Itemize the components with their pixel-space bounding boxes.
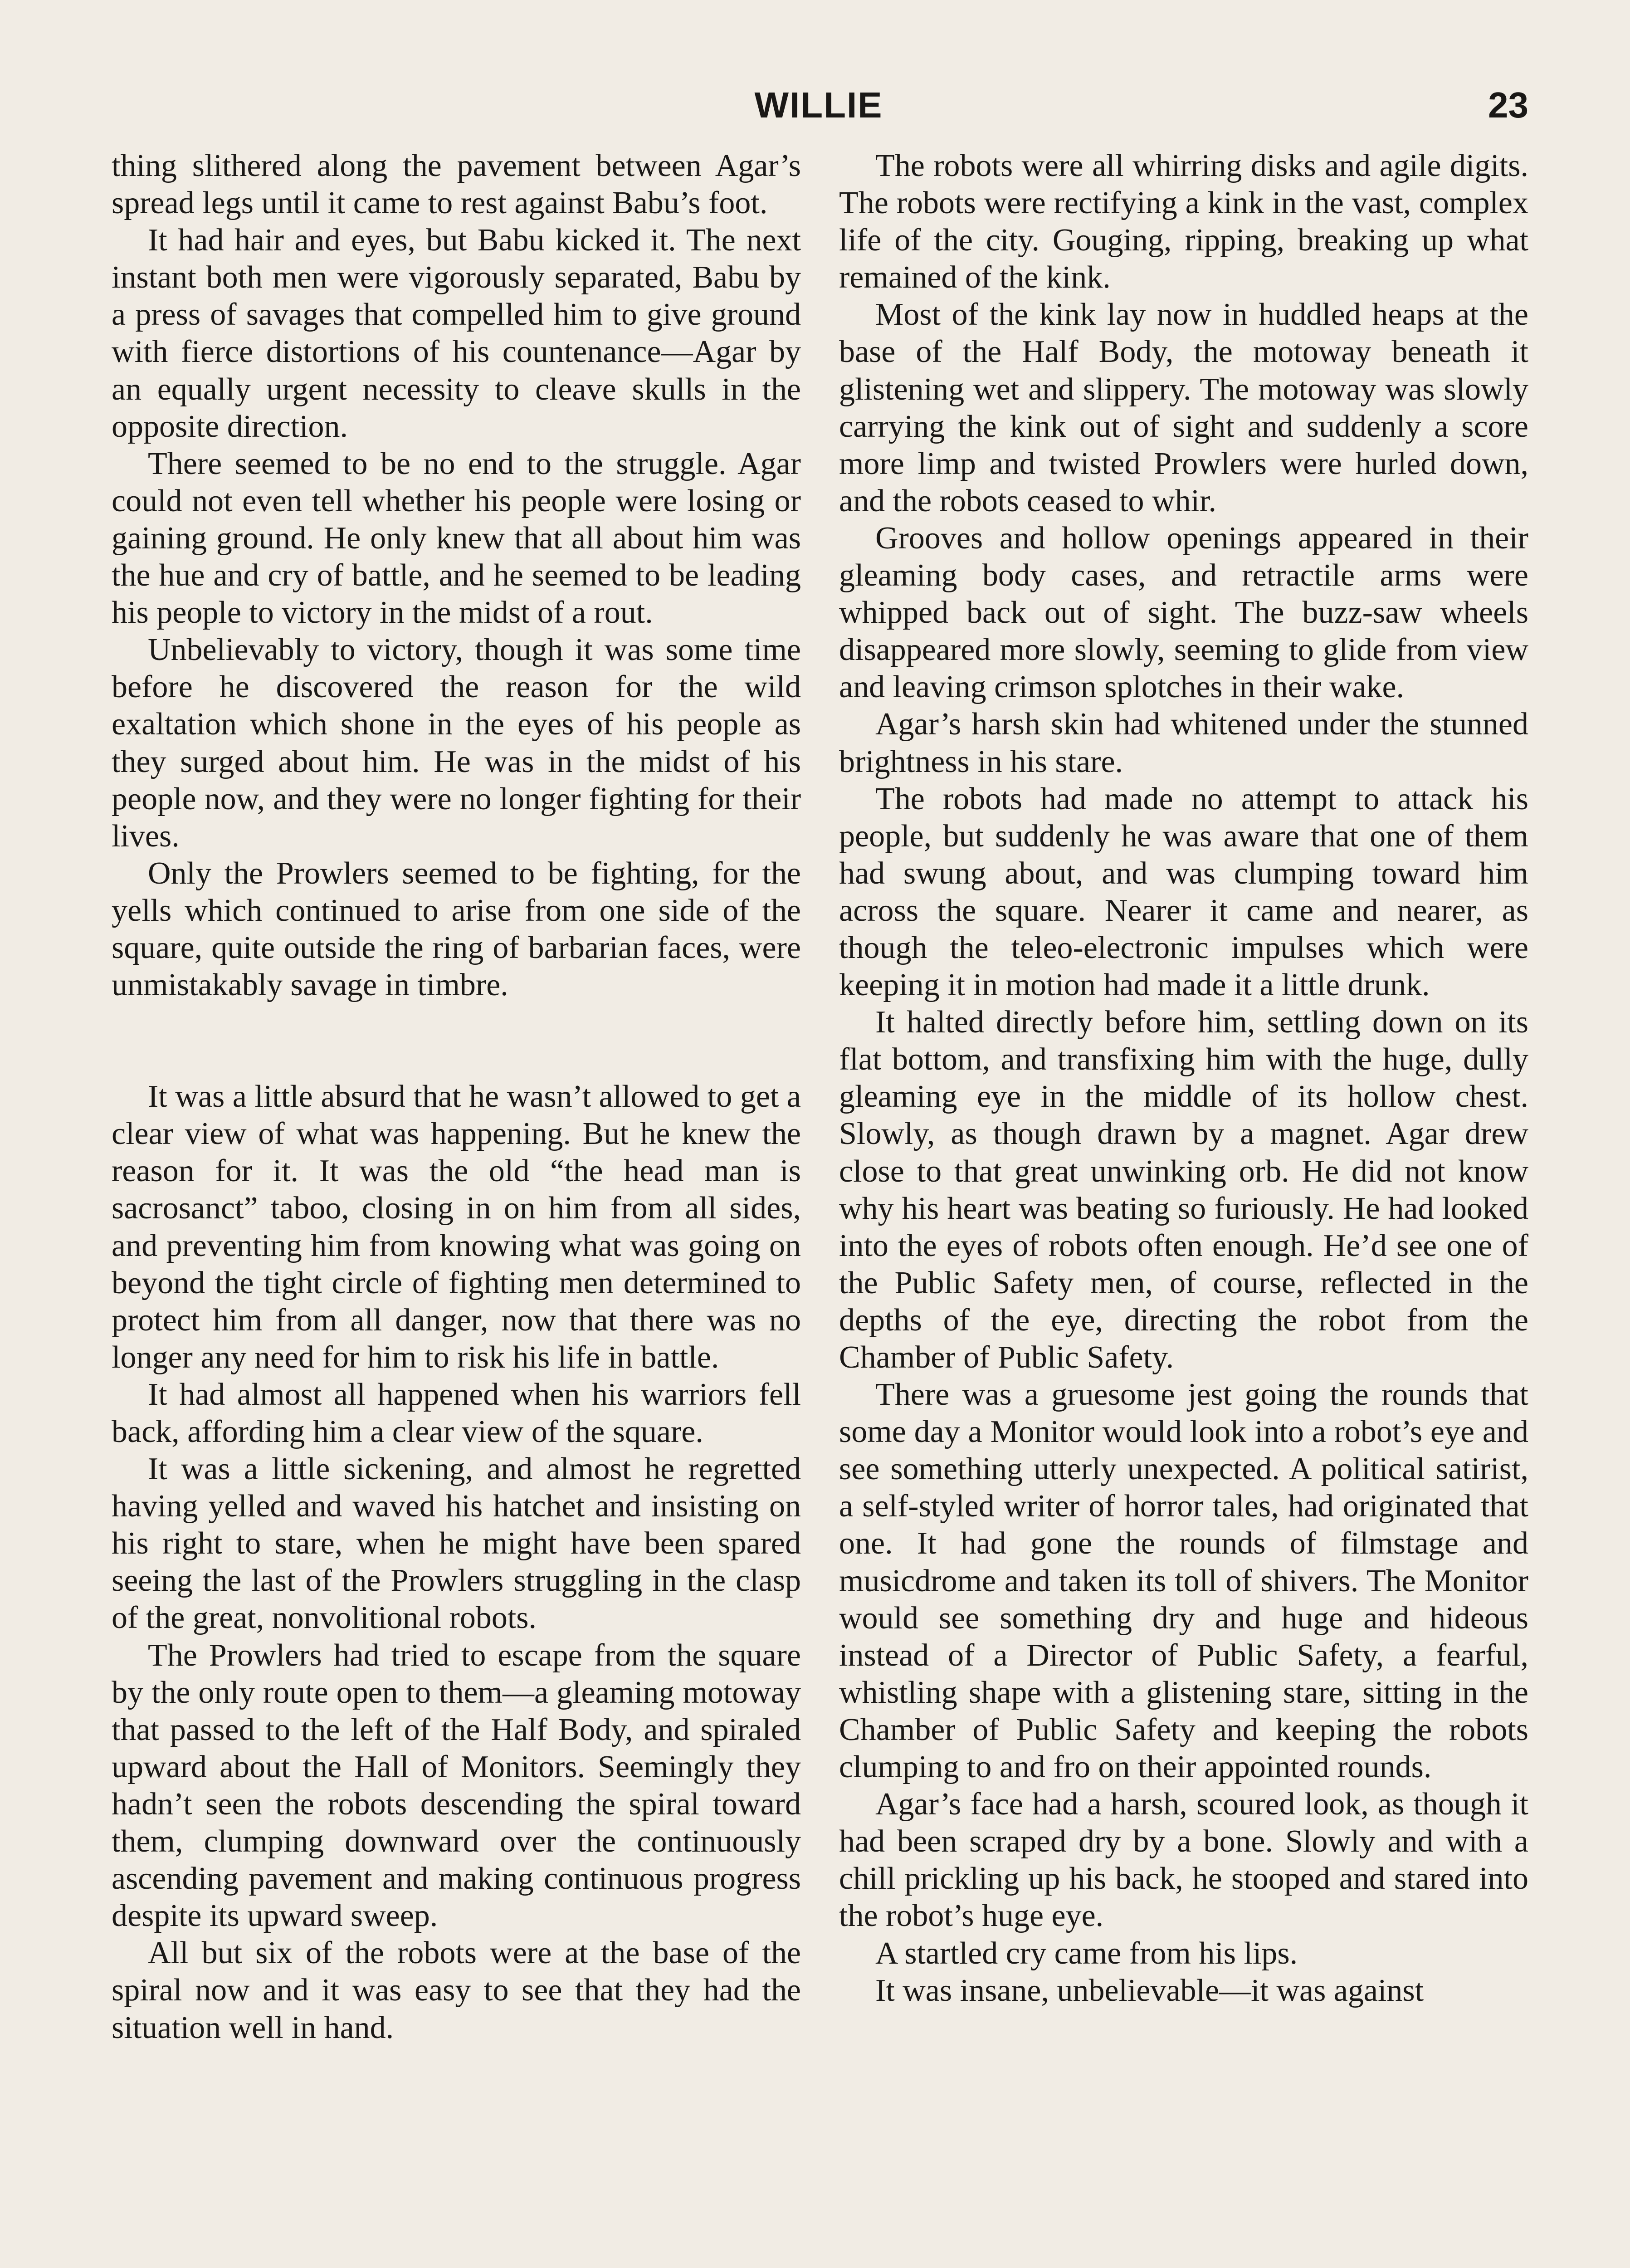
running-title: WILLIE [754, 85, 883, 125]
paragraph: Most of the kink lay now in huddled heaps at the base of the Half Body, the motoway beneath it glistening wet and slippery. The motoway was slowly carrying the kink out of sight and suddenly a score more limp and twisted Prowlers were hurled down, and the robots ceased to whir. [839, 297, 1528, 518]
paragraph: Agar’s face had a harsh, scoured look, as though it had been scraped dry by a bone. Slowly and with a chill prickling up his back, he stooped and stared into the robot’s huge eye. [839, 1787, 1528, 1934]
page-number: 23 [1488, 85, 1528, 125]
paragraph: The robots had made no attempt to attack his people, but suddenly he was aware that one of them had swung about, and was clumping toward him across the square. Nearer it came and nearer, as though the teleo-electronic impulses which were keeping it in motion had made it a little drunk. [839, 781, 1528, 1003]
paragraph: Unbelievably to victory, though it was some time before he discovered the reason for the wild exaltation which shone in the eyes of his people as they surged about him. He was in the midst of his people now, and they were no longer fighting for their lives. [112, 632, 801, 854]
paragraph: Only the Prowlers seemed to be fighting, for the yells which continued to arise from one side of the square, quite outside the ring of barbarian faces, were unmistakably savage in timbre. [112, 855, 801, 1003]
paragraph: All but six of the robots were at the base of the spiral now and it was easy to see that they had the situation well in hand. [112, 1936, 801, 2045]
paragraph: thing slithered along the pavement between Agar’s spread legs until it came to rest against Babu’s foot. [112, 148, 801, 221]
paragraph: Grooves and hollow openings appeared in their gleaming body cases, and retractile arms were whipped back out of sight. The buzz-saw wheels disappeared more slowly, seeming to glide from view and leaving crimson splotches in their wake. [839, 520, 1528, 705]
paragraph: It was a little absurd that he wasn’t allowed to get a clear view of what was happening. But he knew the reason for it. It was the old “the head man is sacrosanct” taboo, closing in on him from all sides, and preventing him from knowing what was going on beyond the tight circle of fighting men determined to protect him from all danger, now that there was no longer any need for him to risk his life in battle. [112, 1079, 801, 1375]
paragraph: The robots were all whirring disks and agile digits. The robots were rectifying a kink in the vast, complex life of the city. Gouging, ripping, breaking up what remained of the kink. [839, 148, 1528, 295]
paragraph: A startled cry came from his lips. [875, 1936, 1298, 1971]
paragraph: The Prowlers had tried to escape from the square by the only route open to them—a gleaming motoway that passed to the left of the Half Body, and spiraled upward about the Hall of Monitors. Seemingly they hadn’t seen the robots descending the spiral toward them, clumping downward over the continuously ascending pavement and making continuous progress despite its upward sweep. [112, 1637, 801, 1934]
right-column [839, 147, 1528, 2009]
paragraph: There seemed to be no end to the struggle. Agar could not even tell whether his people were losing or gaining ground. He only knew that all about him was the hue and cry of battle, and he seemed to be leading his people to victory in the midst of a rout. [112, 446, 801, 631]
paragraph: It halted directly before him, settling down on its flat bottom, and transfixing him with the huge, dully gleaming eye in the middle of its hollow chest. Slowly, as though drawn by a magnet. Agar drew close to that great unwinking orb. He did not know why his heart was beating so furiously. He had looked into the eyes of robots often enough. He’d see one of the Public Safety men, of course, reflected in the depths of the eye, directing the robot from the Chamber of Public Safety. [839, 1005, 1528, 1375]
paragraph: It had hair and eyes, but Babu kicked it. The next instant both men were vigorously separated, Babu by a press of savages that compelled him to give ground with fierce distortions of his countenance—Agar by an equally urgent necessity to cleave skulls in the opposite direction. [112, 223, 801, 444]
paragraph: It was a little sickening, and almost he regretted having yelled and waved his hatchet and insisting on his right to stare, when he might have been spared seeing the last of the Prowlers struggling in the clasp of the great, nonvolitional robots. [112, 1452, 801, 1636]
paragraph: There was a gruesome jest going the rounds that some day a Monitor would look into a robot’s eye and see something utterly unexpected. A political satirist, a self-styled writer of horror tales, had originated that one. It had gone the rounds of filmstage and musicdrome and taken its toll of shivers. The Monitor would see something dry and huge and hideous instead of a Director of Public Safety, a fearful, whistling shape with a glistening stare, sitting in the Chamber of Public Safety and keeping the robots clumping to and fro on their appointed rounds. [839, 1377, 1528, 1785]
left-column [112, 147, 801, 2047]
page-header [109, 83, 1528, 137]
paragraph: It had almost all happened when his warriors fell back, affording him a clear view of the square. [112, 1377, 801, 1449]
paragraph: It was insane, unbelievable—it was against [875, 1973, 1424, 2008]
paragraph: Agar’s harsh skin had whitened under the stunned brightness in his stare. [839, 707, 1528, 779]
